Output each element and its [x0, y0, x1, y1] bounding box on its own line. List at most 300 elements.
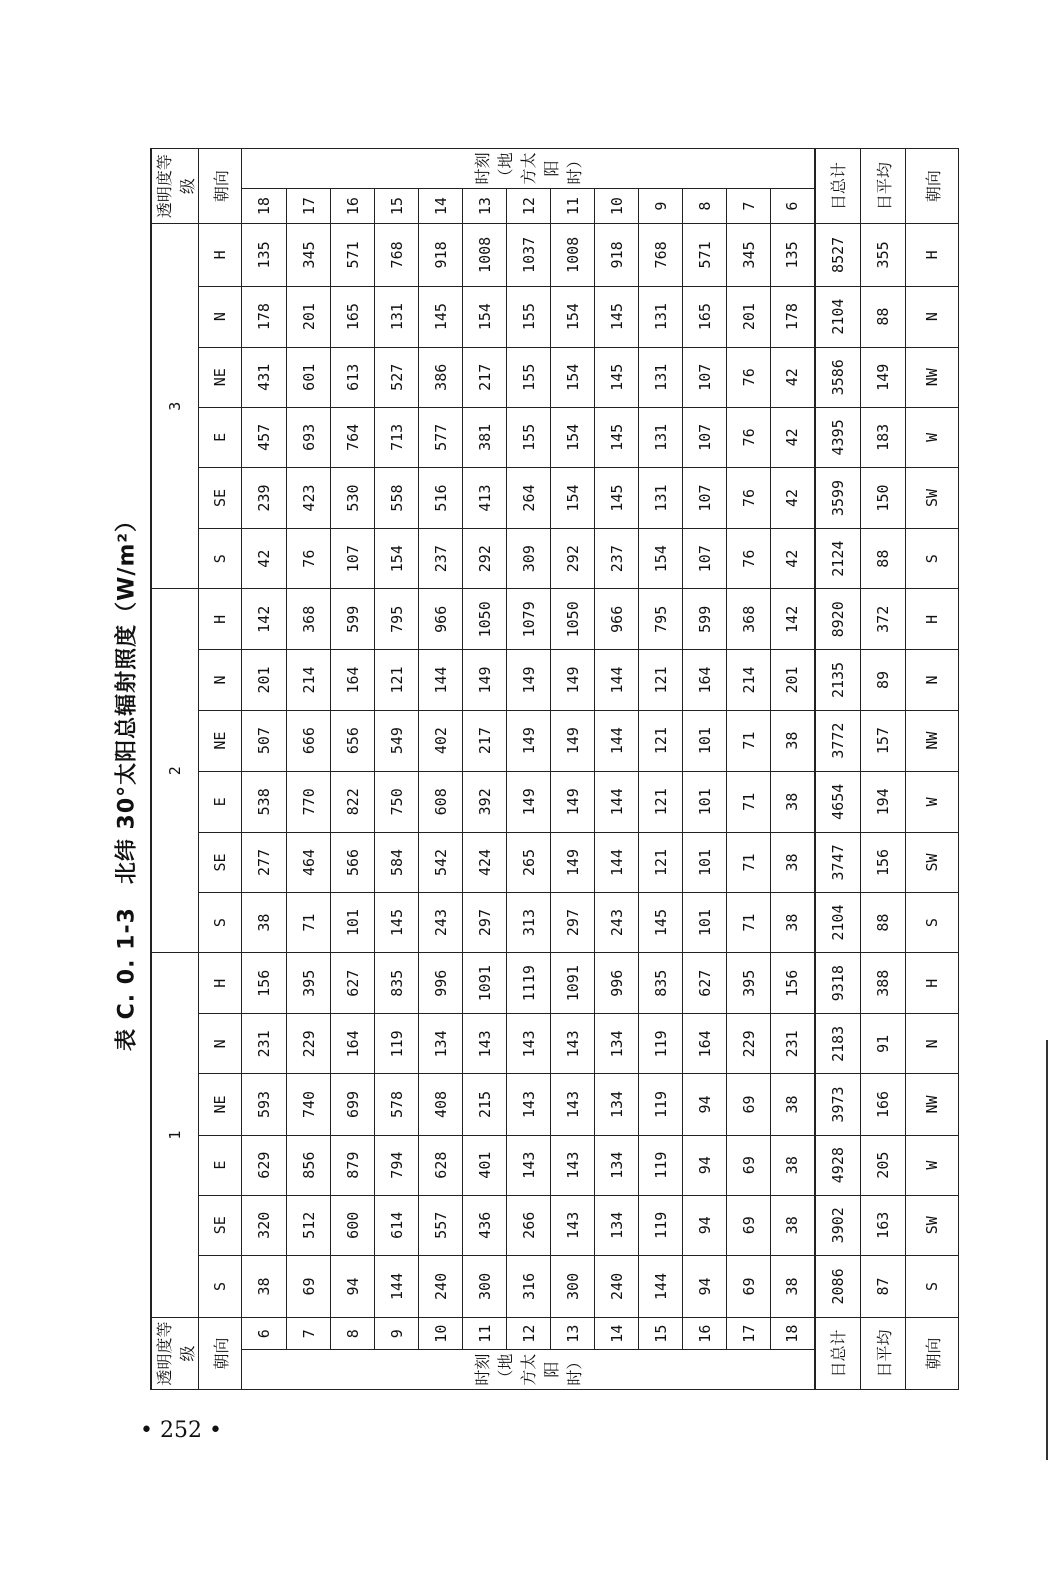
daily-total-cell: 9318 [815, 953, 861, 1014]
data-cell: 155 [507, 286, 551, 347]
data-cell: 145 [595, 407, 639, 467]
daily-avg-cell: 156 [861, 832, 906, 892]
table-title: 表 C. 0. 1-3 北纬 30°太阳总辐射照度（W/m²） [114, 508, 140, 1052]
data-cell: 297 [463, 893, 507, 953]
data-cell: 131 [639, 407, 683, 467]
daily-total-cell: 8527 [815, 224, 861, 286]
data-cell: 101 [683, 832, 727, 892]
time-row [331, 149, 375, 1390]
data-cell: 507 [242, 710, 287, 771]
daily-avg-label-left: 日平均 [861, 1318, 906, 1390]
data-cell: 538 [242, 771, 287, 832]
time-left: 15 [639, 1318, 683, 1350]
data-cell: 320 [242, 1195, 287, 1255]
data-cell: 142 [242, 589, 287, 650]
data-cell: 215 [463, 1074, 507, 1135]
data-cell: 368 [287, 589, 331, 650]
data-cell: 76 [287, 529, 331, 589]
time-left: 10 [419, 1318, 463, 1350]
data-cell: 381 [463, 407, 507, 467]
data-cell: 76 [727, 529, 771, 589]
data-cell: 996 [419, 953, 463, 1014]
data-cell: 145 [595, 347, 639, 407]
radiation-table [150, 148, 959, 1390]
data-cell: 154 [375, 529, 419, 589]
time-left: 6 [242, 1318, 287, 1350]
data-cell: 156 [771, 953, 815, 1014]
direction-footer: H [906, 224, 959, 286]
data-cell: 297 [551, 893, 595, 953]
data-cell: 101 [331, 893, 375, 953]
data-cell: 119 [639, 1014, 683, 1074]
direction-footer: N [906, 286, 959, 347]
data-cell: 542 [419, 832, 463, 892]
direction-footer: S [906, 1255, 959, 1317]
grade-1: 1 [151, 953, 199, 1318]
time-row [507, 149, 551, 1390]
data-cell: 131 [375, 286, 419, 347]
data-cell: 131 [639, 286, 683, 347]
data-cell: 107 [683, 467, 727, 528]
data-cell: 164 [683, 1014, 727, 1074]
data-cell: 431 [242, 347, 287, 407]
daily-total-cell: 2104 [815, 893, 861, 953]
data-cell: 119 [639, 1074, 683, 1135]
time-right: 11 [551, 188, 595, 223]
data-cell: 165 [331, 286, 375, 347]
data-cell: 313 [507, 893, 551, 953]
data-cell: 558 [375, 467, 419, 528]
data-cell: 42 [771, 407, 815, 467]
grade-label-right: 透明度等级 [151, 149, 199, 224]
data-cell: 101 [683, 710, 727, 771]
data-cell: 121 [375, 650, 419, 710]
data-cell: 38 [771, 832, 815, 892]
time-right: 18 [242, 188, 287, 223]
data-cell: 94 [683, 1074, 727, 1135]
time-left: 18 [771, 1318, 815, 1350]
data-cell: 584 [375, 832, 419, 892]
data-cell: 699 [331, 1074, 375, 1135]
data-cell: 107 [683, 529, 727, 589]
data-cell: 764 [331, 407, 375, 467]
data-cell: 143 [551, 1074, 595, 1135]
time-right: 14 [419, 188, 463, 223]
direction-footer: W [906, 771, 959, 832]
daily-avg-cell: 157 [861, 710, 906, 771]
data-cell: 292 [463, 529, 507, 589]
daily-avg-cell: 163 [861, 1195, 906, 1255]
data-cell: 395 [727, 953, 771, 1014]
data-cell: 614 [375, 1195, 419, 1255]
data-cell: 613 [331, 347, 375, 407]
data-cell: 76 [727, 467, 771, 528]
data-cell: 155 [507, 347, 551, 407]
data-cell: 71 [727, 893, 771, 953]
data-cell: 149 [551, 650, 595, 710]
data-cell: 386 [419, 347, 463, 407]
time-left: 12 [507, 1318, 551, 1350]
data-cell: 566 [331, 832, 375, 892]
time-row [727, 149, 771, 1390]
scan-artifact-line [1046, 1040, 1048, 1460]
time-right: 15 [375, 188, 419, 223]
data-cell: 134 [419, 1014, 463, 1074]
data-cell: 879 [331, 1135, 375, 1195]
grade-header-row [151, 149, 199, 1390]
daily-avg-cell: 91 [861, 1014, 906, 1074]
data-cell: 38 [771, 771, 815, 832]
data-cell: 38 [771, 1255, 815, 1317]
direction-header: NE [199, 1074, 242, 1135]
data-cell: 408 [419, 1074, 463, 1135]
data-cell: 656 [331, 710, 375, 771]
daily-total-cell: 4395 [815, 407, 861, 467]
data-cell: 143 [551, 1135, 595, 1195]
data-cell: 149 [507, 710, 551, 771]
daily-total-cell: 3772 [815, 710, 861, 771]
data-cell: 750 [375, 771, 419, 832]
data-cell: 217 [463, 710, 507, 771]
data-cell: 740 [287, 1074, 331, 1135]
time-right: 13 [463, 188, 507, 223]
data-cell: 768 [639, 224, 683, 286]
data-cell: 38 [242, 1255, 287, 1317]
data-cell: 795 [375, 589, 419, 650]
data-cell: 71 [727, 771, 771, 832]
data-cell: 424 [463, 832, 507, 892]
data-cell: 38 [242, 893, 287, 953]
data-cell: 264 [507, 467, 551, 528]
data-cell: 144 [419, 650, 463, 710]
time-row [419, 149, 463, 1390]
direction-footer: H [906, 953, 959, 1014]
data-cell: 38 [771, 710, 815, 771]
time-row [242, 149, 287, 1390]
data-cell: 217 [463, 347, 507, 407]
data-cell: 71 [727, 832, 771, 892]
grade-2: 2 [151, 589, 199, 953]
data-cell: 243 [595, 893, 639, 953]
time-row [375, 149, 419, 1390]
data-cell: 627 [331, 953, 375, 1014]
data-cell: 69 [727, 1135, 771, 1195]
data-cell: 1050 [463, 589, 507, 650]
direction-footer: SW [906, 1195, 959, 1255]
data-cell: 121 [639, 650, 683, 710]
orientation-label-left: 朝向 [199, 1318, 242, 1390]
data-cell: 143 [507, 1135, 551, 1195]
data-cell: 457 [242, 407, 287, 467]
time-right: 7 [727, 188, 771, 223]
data-cell: 822 [331, 771, 375, 832]
data-cell: 516 [419, 467, 463, 528]
data-cell: 608 [419, 771, 463, 832]
data-cell: 69 [727, 1195, 771, 1255]
direction-header: NE [199, 347, 242, 407]
data-cell: 143 [507, 1074, 551, 1135]
data-cell: 144 [595, 710, 639, 771]
data-cell: 165 [683, 286, 727, 347]
data-cell: 214 [287, 650, 331, 710]
direction-header: S [199, 529, 242, 589]
daily-total-cell: 3973 [815, 1074, 861, 1135]
time-left: 14 [595, 1318, 639, 1350]
data-cell: 201 [242, 650, 287, 710]
data-cell: 835 [375, 953, 419, 1014]
data-cell: 401 [463, 1135, 507, 1195]
time-right: 10 [595, 188, 639, 223]
data-cell: 530 [331, 467, 375, 528]
data-cell: 918 [419, 224, 463, 286]
time-row [683, 149, 727, 1390]
direction-footer: S [906, 529, 959, 589]
data-cell: 143 [551, 1195, 595, 1255]
data-cell: 345 [727, 224, 771, 286]
direction-footer: SW [906, 467, 959, 528]
time-right: 8 [683, 188, 727, 223]
data-cell: 154 [551, 407, 595, 467]
data-cell: 155 [507, 407, 551, 467]
data-cell: 94 [683, 1255, 727, 1317]
data-cell: 42 [242, 529, 287, 589]
direction-footer: SW [906, 832, 959, 892]
data-cell: 142 [771, 589, 815, 650]
data-cell: 966 [595, 589, 639, 650]
data-cell: 237 [419, 529, 463, 589]
data-cell: 666 [287, 710, 331, 771]
data-cell: 392 [463, 771, 507, 832]
data-cell: 1008 [463, 224, 507, 286]
daily-avg-label-right: 日平均 [861, 149, 906, 224]
time-axis-label-right: 时刻（地方太阳时） [242, 149, 815, 189]
data-cell: 996 [595, 953, 639, 1014]
orientation-label-right: 朝向 [199, 149, 242, 224]
data-cell: 134 [595, 1135, 639, 1195]
data-cell: 145 [375, 893, 419, 953]
time-left: 13 [551, 1318, 595, 1350]
data-cell: 145 [595, 286, 639, 347]
data-cell: 239 [242, 467, 287, 528]
daily-avg-cell: 149 [861, 347, 906, 407]
direction-footer: NW [906, 1074, 959, 1135]
time-left: 16 [683, 1318, 727, 1350]
direction-header: H [199, 224, 242, 286]
data-cell: 693 [287, 407, 331, 467]
data-cell: 94 [683, 1135, 727, 1195]
direction-header: N [199, 1014, 242, 1074]
data-cell: 71 [727, 710, 771, 771]
time-row [639, 149, 683, 1390]
data-cell: 395 [287, 953, 331, 1014]
data-cell: 300 [463, 1255, 507, 1317]
data-cell: 94 [331, 1255, 375, 1317]
data-cell: 69 [287, 1255, 331, 1317]
daily-avg-cell: 150 [861, 467, 906, 528]
data-cell: 240 [595, 1255, 639, 1317]
data-cell: 144 [639, 1255, 683, 1317]
time-left: 11 [463, 1318, 507, 1350]
data-cell: 571 [331, 224, 375, 286]
daily-total-cell: 4928 [815, 1135, 861, 1195]
data-cell: 229 [287, 1014, 331, 1074]
data-cell: 464 [287, 832, 331, 892]
data-cell: 145 [595, 467, 639, 528]
data-cell: 1119 [507, 953, 551, 1014]
data-cell: 38 [771, 1135, 815, 1195]
data-cell: 38 [771, 1074, 815, 1135]
data-cell: 292 [551, 529, 595, 589]
data-cell: 42 [771, 529, 815, 589]
data-cell: 38 [771, 893, 815, 953]
daily-total-cell: 2104 [815, 286, 861, 347]
daily-total-cell: 3747 [815, 832, 861, 892]
time-left: 9 [375, 1318, 419, 1350]
direction-header: E [199, 407, 242, 467]
direction-footer: NW [906, 347, 959, 407]
direction-footer: NW [906, 710, 959, 771]
data-cell: 794 [375, 1135, 419, 1195]
data-cell: 512 [287, 1195, 331, 1255]
orientation-footer-left: 朝向 [906, 1318, 959, 1390]
daily-total-cell: 3599 [815, 467, 861, 528]
direction-header: N [199, 650, 242, 710]
data-cell: 309 [507, 529, 551, 589]
data-cell: 627 [683, 953, 727, 1014]
data-cell: 1008 [551, 224, 595, 286]
data-cell: 101 [683, 771, 727, 832]
data-cell: 527 [375, 347, 419, 407]
data-cell: 966 [419, 589, 463, 650]
data-cell: 121 [639, 832, 683, 892]
data-cell: 149 [551, 710, 595, 771]
data-cell: 154 [551, 347, 595, 407]
direction-header: SE [199, 832, 242, 892]
time-row [463, 149, 507, 1390]
data-cell: 557 [419, 1195, 463, 1255]
data-cell: 145 [419, 286, 463, 347]
time-left: 8 [331, 1318, 375, 1350]
data-cell: 76 [727, 347, 771, 407]
data-cell: 107 [683, 407, 727, 467]
daily-avg-row [861, 149, 906, 1390]
data-cell: 134 [595, 1074, 639, 1135]
daily-total-row [815, 149, 861, 1390]
data-cell: 1079 [507, 589, 551, 650]
data-cell: 918 [595, 224, 639, 286]
direction-header-row [199, 149, 242, 1390]
data-cell: 143 [463, 1014, 507, 1074]
data-cell: 154 [639, 529, 683, 589]
data-cell: 1037 [507, 224, 551, 286]
data-cell: 119 [639, 1195, 683, 1255]
daily-total-cell: 2183 [815, 1014, 861, 1074]
daily-total-cell: 2086 [815, 1255, 861, 1317]
data-cell: 243 [419, 893, 463, 953]
data-cell: 599 [683, 589, 727, 650]
data-cell: 578 [375, 1074, 419, 1135]
data-cell: 131 [639, 467, 683, 528]
data-cell: 571 [683, 224, 727, 286]
direction-footer: H [906, 589, 959, 650]
direction-header: S [199, 893, 242, 953]
data-cell: 144 [595, 832, 639, 892]
time-right: 12 [507, 188, 551, 223]
direction-footer: N [906, 650, 959, 710]
data-cell: 121 [639, 771, 683, 832]
data-cell: 1091 [551, 953, 595, 1014]
data-cell: 119 [375, 1014, 419, 1074]
rotated-table-container [150, 148, 943, 1390]
daily-avg-cell: 355 [861, 224, 906, 286]
data-cell: 119 [639, 1135, 683, 1195]
data-cell: 144 [595, 650, 639, 710]
data-cell: 107 [331, 529, 375, 589]
daily-avg-cell: 372 [861, 589, 906, 650]
data-cell: 178 [771, 286, 815, 347]
data-cell: 69 [727, 1074, 771, 1135]
data-cell: 201 [727, 286, 771, 347]
data-cell: 231 [242, 1014, 287, 1074]
data-cell: 135 [771, 224, 815, 286]
time-right: 9 [639, 188, 683, 223]
direction-header: SE [199, 467, 242, 528]
time-left: 17 [727, 1318, 771, 1350]
data-cell: 107 [683, 347, 727, 407]
time-row [551, 149, 595, 1390]
direction-header: N [199, 286, 242, 347]
data-cell: 549 [375, 710, 419, 771]
daily-avg-cell: 87 [861, 1255, 906, 1317]
data-cell: 240 [419, 1255, 463, 1317]
time-row [771, 149, 815, 1390]
direction-footer-row [906, 149, 959, 1390]
data-cell: 154 [463, 286, 507, 347]
data-cell: 599 [331, 589, 375, 650]
data-cell: 368 [727, 589, 771, 650]
data-cell: 601 [287, 347, 331, 407]
data-cell: 121 [639, 710, 683, 771]
daily-avg-cell: 183 [861, 407, 906, 467]
data-cell: 593 [242, 1074, 287, 1135]
daily-avg-cell: 194 [861, 771, 906, 832]
page-number: • 252 • [140, 1418, 222, 1443]
data-cell: 101 [683, 893, 727, 953]
data-cell: 135 [242, 224, 287, 286]
daily-total-cell: 8920 [815, 589, 861, 650]
data-cell: 131 [639, 347, 683, 407]
time-right: 6 [771, 188, 815, 223]
data-cell: 229 [727, 1014, 771, 1074]
data-cell: 149 [463, 650, 507, 710]
data-cell: 164 [683, 650, 727, 710]
data-cell: 42 [771, 347, 815, 407]
data-cell: 144 [595, 771, 639, 832]
data-cell: 629 [242, 1135, 287, 1195]
data-cell: 134 [595, 1014, 639, 1074]
daily-avg-cell: 166 [861, 1074, 906, 1135]
daily-total-cell: 4654 [815, 771, 861, 832]
data-cell: 856 [287, 1135, 331, 1195]
direction-footer: W [906, 407, 959, 467]
data-cell: 237 [595, 529, 639, 589]
daily-total-cell: 3902 [815, 1195, 861, 1255]
data-cell: 156 [242, 953, 287, 1014]
data-cell: 149 [551, 832, 595, 892]
data-cell: 316 [507, 1255, 551, 1317]
grade-label-left: 透明度等级 [151, 1318, 199, 1390]
data-cell: 300 [551, 1255, 595, 1317]
